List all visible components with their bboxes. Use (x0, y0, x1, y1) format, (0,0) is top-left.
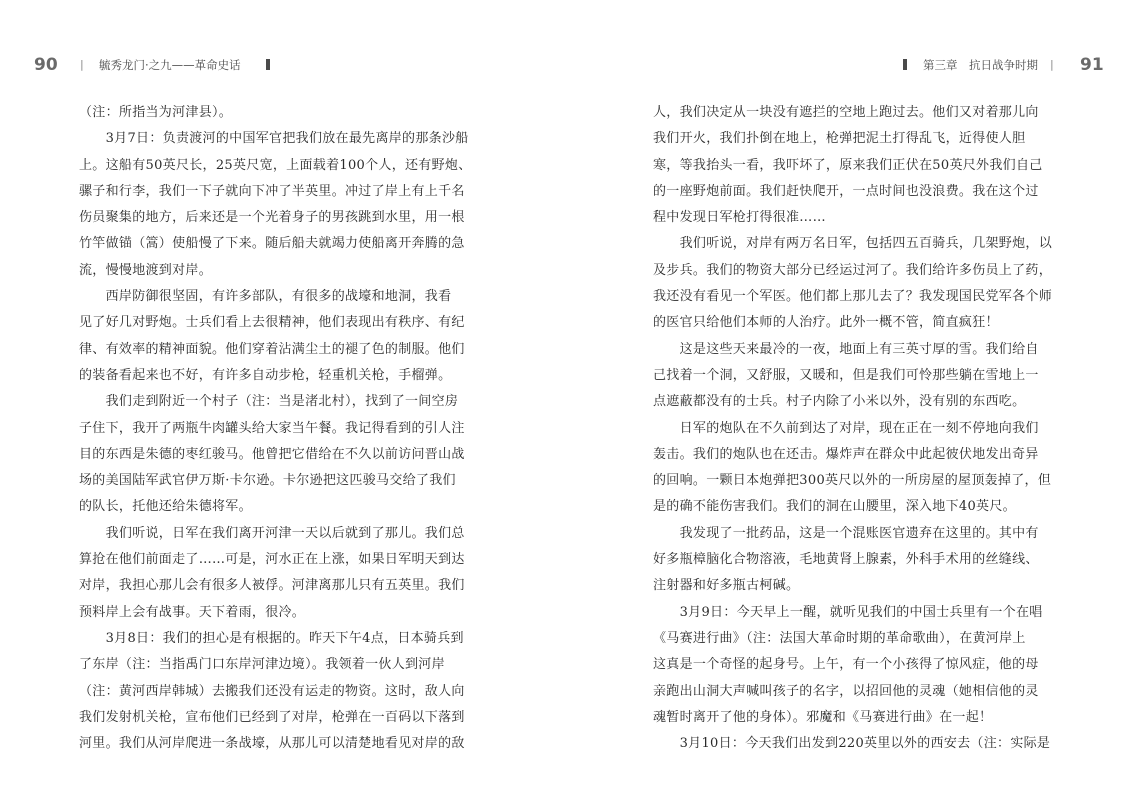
body-line: 的医官只给他们本师的人治疗。此外一概不管，简直疯狂！ (653, 315, 999, 331)
left-running-title: 毓秀龙门·之九——革命史话 (99, 58, 241, 72)
body-line: 竹竿做锚（篙）使船慢了下来。随后船夫就竭力使船离开奔腾的急 (79, 236, 465, 252)
body-line: 我发现了一批药品，这是一个混账医官遗弃在这里的。其中有 (653, 525, 1039, 541)
body-line: 寒，等我抬头一看，我吓坏了，原来我们正伏在50英尺外我们自己 (653, 157, 1043, 173)
body-line: 了东岸（注：当指禹门口东岸河津边境）。我领着一伙人到河岸 (79, 657, 445, 673)
body-line: 上。这船有50英尺长，25英尺宽，上面载着100个人，还有野炮、 (79, 157, 472, 173)
body-line: 《马赛进行曲》（注：法国大革命时期的革命歌曲），在黄河岸上 (653, 630, 1026, 646)
body-line: 的装备看起来也不好，有许多自动步枪，轻重机关枪，手榴弹。 (79, 367, 452, 383)
body-line: 己找着一个洞，又舒服，又暖和，但是我们可怜那些躺在雪地上一 (653, 367, 1039, 383)
body-line: 3月7日：负责渡河的中国军官把我们放在最先离岸的那条沙船 (79, 131, 469, 147)
body-line: 流，慢慢地渡到对岸。 (79, 262, 213, 278)
right-header-separator: | (1050, 58, 1054, 71)
body-line: 3月10日：今天我们出发到220英里以外的西安去（注：实际是 (653, 736, 1051, 752)
body-line: 西岸防御很坚固，有许多部队，有很多的战壕和地洞，我看 (79, 289, 452, 305)
body-line: 的回响。一颗日本炮弹把300英尺以外的一所房屋的屋顶轰掉了，但 (653, 473, 1052, 489)
body-line: 的一座野炮前面。我们赶快爬开，一点时间也没浪费。我在这个过 (653, 183, 1039, 199)
body-line: 我们听说，日军在我们离开河津一天以后就到了那儿。我们总 (79, 525, 465, 541)
body-line: 及步兵。我们的物资大部分已经运过河了。我们给许多伤员上了药， (653, 262, 1053, 278)
body-line: （注：所指当为河津县）。 (79, 105, 233, 120)
body-line: 河里。我们从河岸爬进一条战壕，从那儿可以清楚地看见对岸的敌 (79, 736, 465, 752)
body-line: 亲跑出山洞大声喊叫孩子的名字，以招回他的灵魂（她相信他的灵 (653, 683, 1039, 699)
body-line: 律、有效率的精神面貌。他们穿着沾满尘土的褪了色的制服。他们 (79, 341, 465, 357)
body-line: 我还没有看见一个军医。他们都上那儿去了？我发现国民党军各个师 (653, 289, 1053, 305)
body-line: 3月8日：我们的担心是有根据的。昨天下午4点，日本骑兵到 (79, 630, 464, 646)
body-line: 算抢在他们前面走了……可是，河水正在上涨，如果日军明天到达 (79, 552, 465, 568)
left-page-number: 90 (34, 55, 58, 75)
body-line: 好多瓶樟脑化合物溶液，毛地黄肾上腺素，外科手术用的丝缝线、 (653, 552, 1039, 568)
body-line: 轰击。我们的炮队也在还击。爆炸声在群众中此起彼伏地发出奇异 (653, 446, 1039, 462)
body-line: 子住下，我开了两瓶牛肉罐头给大家当午餐。我记得看到的引人注 (79, 420, 465, 436)
body-line: 点遮蔽都没有的士兵。村子内除了小米以外，没有别的东西吃。 (653, 394, 1026, 410)
body-line: 日军的炮队在不久前到达了对岸，现在正在一刻不停地向我们 (653, 420, 1039, 436)
body-line: 是的确不能伤害我们。我们的洞在山腰里，深入地下40英尺。 (653, 499, 1016, 515)
body-line: 我们听说，对岸有两万名日军，包括四五百骑兵，几架野炮，以 (653, 236, 1053, 252)
body-line: 对岸，我担心那儿会有很多人被俘。河津离那儿只有五英里。我们 (79, 578, 465, 594)
body-line: 3月9日：今天早上一醒，就听见我们的中国士兵里有一个在唱 (653, 604, 1043, 620)
body-line: 魂暂时离开了他的身体）。邪魔和《马赛进行曲》在一起！ (653, 709, 993, 725)
body-line: 这是这些天来最冷的一夜，地面上有三英寸厚的雪。我们给自 (653, 341, 1039, 357)
body-line: 我们走到附近一个村子（注：当是渚北村），找到了一间空房 (79, 394, 459, 410)
body-line: 人，我们决定从一块没有遮拦的空地上跑过去。他们又对着那儿向 (653, 105, 1039, 120)
body-line: 注射器和好多瓶古柯碱。 (653, 578, 800, 594)
body-line: 预料岸上会有战事。天下着雨，很冷。 (79, 604, 306, 620)
body-line: 目的东西是朱德的枣红骏马。他曾把它借给在不久以前访问晋山战 (79, 446, 465, 462)
body-line: 场的美国陆军武官伊万斯·卡尔逊。卡尔逊把这匹骏马交给了我们 (79, 473, 456, 489)
left-header-separator: | (80, 58, 84, 71)
left-page-body (79, 100, 479, 757)
body-line: 程中发现日军枪打得很准…… (653, 210, 826, 226)
body-line: 这真是一个奇怪的起身号。上午，有一个小孩得了惊风症，他的母 (653, 657, 1039, 673)
body-line: （注：黄河西岸韩城）去搬我们还没有运走的物资。这时，敌人向 (79, 683, 465, 699)
body-line: 骡子和行李，我们一下子就向下冲了半英里。冲过了岸上有上千名 (79, 183, 465, 199)
right-page-number: 91 (1080, 55, 1104, 75)
body-line: 伤员聚集的地方，后来还是一个光着身子的男孩跳到水里，用一根 (79, 210, 465, 226)
right-header-marker (903, 59, 907, 70)
body-line: 我们开火，我们扑倒在地上，枪弹把泥土打得乱飞，近得使人胆 (653, 131, 1026, 147)
right-page-body (653, 100, 1053, 757)
left-header-marker (266, 59, 270, 70)
body-line: 我们发射机关枪，宣布他们已经到了对岸，枪弹在一百码以下落到 (79, 709, 465, 725)
body-line: 的队长，托他还给朱德将军。 (79, 499, 252, 515)
right-running-title: 第三章 抗日战争时期 (923, 58, 1038, 72)
body-line: 见了好几对野炮。士兵们看上去很精神，他们表现出有秩序、有纪 (79, 315, 465, 331)
